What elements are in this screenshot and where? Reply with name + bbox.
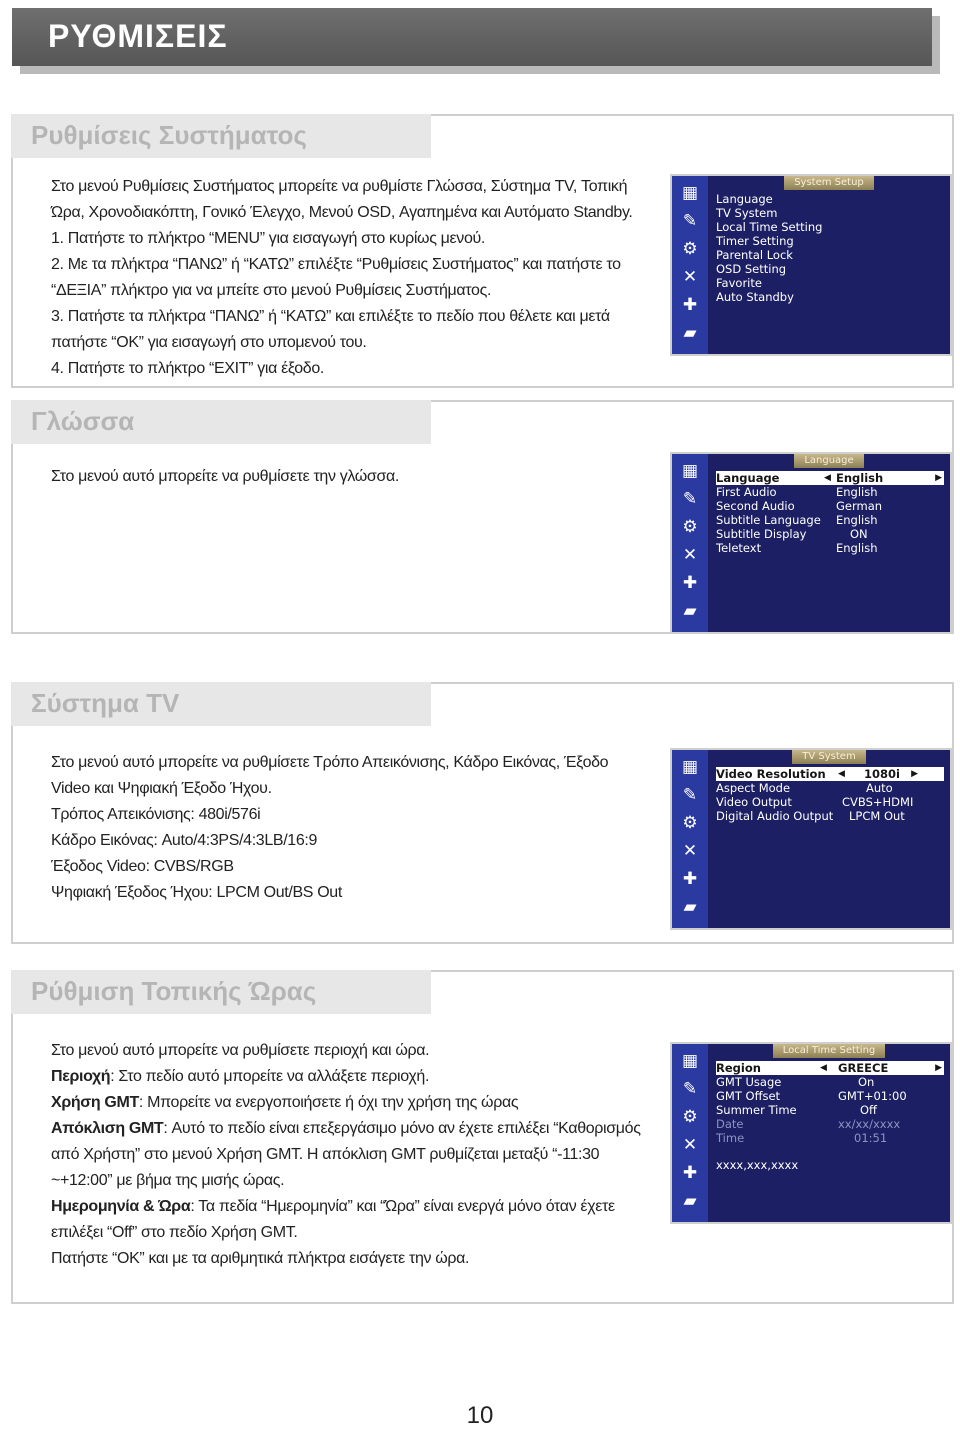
paragraph: Ψηφιακή Έξοδος Ήχου: LPCM Out/BS Out: [51, 884, 342, 901]
osd-tv-system: [670, 748, 952, 930]
osd-title: System Setup: [708, 176, 950, 190]
paragraph: Έξοδος Video: CVBS/RGB: [51, 858, 234, 875]
disc-icon: ▰: [683, 897, 697, 917]
osd-item-favorite[interactable]: Favorite: [716, 276, 762, 290]
osd-language: [670, 452, 952, 634]
section-body: [51, 750, 649, 906]
osd-sidebar: [672, 750, 708, 928]
gear-icon: ⚙: [682, 517, 698, 537]
osd-row-value: English: [836, 485, 878, 499]
osd-row-label: First Audio: [716, 485, 777, 499]
tools-icon: ✎: [682, 785, 698, 805]
gamepad-icon: ✚: [682, 573, 698, 593]
osd-row-value: GMT+01:00: [838, 1089, 907, 1103]
paragraph: 1. Πατήστε το πλήκτρο “MENU” για εισαγωγή στο κυρίως μενού.: [51, 230, 485, 247]
osd-item-local-time[interactable]: Local Time Setting: [716, 220, 823, 234]
disc-icon: ▰: [683, 323, 697, 343]
osd-row-label: Language: [716, 471, 780, 485]
osd-row-label: Date: [716, 1117, 744, 1131]
osd-system-setup: [670, 174, 952, 356]
paragraph: Στο μενού αυτό μπορείτε να ρυθμίσετε περιοχή και ώρα.: [51, 1042, 430, 1059]
osd-row-value: English: [836, 541, 878, 555]
osd-footer-text: xxxx,xxx,xxxx: [716, 1158, 799, 1172]
osd-row-language[interactable]: [716, 471, 944, 485]
arrow-left-icon[interactable]: ◀: [824, 473, 831, 483]
page-number: 10: [466, 1402, 494, 1429]
osd-row-label: Subtitle Display: [716, 527, 807, 541]
osd-row-time: [716, 1131, 944, 1145]
osd-row-aspect-mode[interactable]: [716, 781, 944, 795]
osd-row-value: CVBS+HDMI: [842, 795, 914, 809]
arrow-left-icon[interactable]: ◀: [820, 1063, 827, 1073]
picture-icon: ▦: [681, 461, 699, 481]
osd-row-teletext[interactable]: [716, 541, 944, 555]
osd-row-video-output[interactable]: [716, 795, 944, 809]
section-local-time: [11, 970, 954, 1304]
tools-icon: ✎: [682, 489, 698, 509]
paragraph: Χρήση GMT: Μπορείτε να ενεργοποιήσετε ή όχι την χρήση της ώρας: [51, 1094, 519, 1111]
arrow-left-icon[interactable]: ◀: [838, 769, 845, 779]
paragraph: Στο μενού αυτό μπορείτε να ρυθμίσετε την γλώσσα.: [51, 468, 399, 485]
osd-item-tv-system[interactable]: TV System: [716, 206, 778, 220]
paragraph: 2. Με τα πλήκτρα “ΠΑΝΩ” ή “ΚΑΤΩ” επιλέξτε “Ρυθμίσεις Συστήματος” και πατήστε το “ΔΕΞΙΑ” πλήκτρο για να μπείτε στο μενού Ρυθμίσεις Συστήματος.: [51, 256, 621, 299]
lock-icon: ✕: [682, 545, 698, 565]
osd-local-time: [670, 1042, 952, 1224]
osd-row-label: GMT Usage: [716, 1075, 782, 1089]
gamepad-icon: ✚: [682, 1163, 698, 1183]
osd-item-auto-standby[interactable]: Auto Standby: [716, 290, 794, 304]
lock-icon: ✕: [682, 841, 698, 861]
osd-row-video-resolution[interactable]: [716, 767, 944, 781]
osd-row-subtitle-display[interactable]: [716, 527, 944, 541]
paragraph: Στο μενού αυτό μπορείτε να ρυθμίσετε Τρόπο Απεικόνισης, Κάδρο Εικόνας, Έξοδο Video και Ψηφιακή Έξοδο Ήχου.: [51, 754, 609, 797]
osd-row-label: Subtitle Language: [716, 513, 821, 527]
osd-row-region[interactable]: [716, 1061, 944, 1075]
section-tv-system: [11, 682, 954, 944]
page-title: ΡΥΘΜΙΣΕΙΣ: [48, 18, 228, 54]
arrow-right-icon[interactable]: ▶: [935, 1063, 942, 1073]
section-title: Ρυθμίσεις Συστήματος: [31, 120, 307, 150]
section-body: [51, 464, 649, 490]
osd-item-osd-setting[interactable]: OSD Setting: [716, 262, 787, 276]
section-system-settings: [11, 114, 954, 388]
gear-icon: ⚙: [682, 1107, 698, 1127]
osd-row-value: 01:51: [854, 1131, 888, 1145]
section-title: Σύστημα TV: [31, 688, 180, 718]
osd-sidebar: [672, 1044, 708, 1222]
osd-row-label: Video Resolution: [716, 767, 826, 781]
section-body: [51, 1038, 649, 1272]
paragraph: Τρόπος Απεικόνισης: 480i/576i: [51, 806, 261, 823]
tools-icon: ✎: [682, 211, 698, 231]
osd-row-label: Aspect Mode: [716, 781, 791, 795]
osd-row-digital-audio-output[interactable]: [716, 809, 944, 823]
osd-item-timer[interactable]: Timer Setting: [716, 234, 794, 248]
osd-row-date: [716, 1117, 944, 1131]
tools-icon: ✎: [682, 1079, 698, 1099]
picture-icon: ▦: [681, 1051, 699, 1071]
osd-row-value: GREECE: [838, 1061, 889, 1075]
picture-icon: ▦: [681, 183, 699, 203]
disc-icon: ▰: [683, 601, 697, 621]
osd-row-label: Teletext: [716, 541, 762, 555]
osd-row-value: English: [836, 471, 884, 485]
disc-icon: ▰: [683, 1191, 697, 1211]
paragraph: Πατήστε “OK” και με τα αριθμητικά πλήκτρα εισάγετε την ώρα.: [51, 1250, 470, 1267]
osd-row-value: ON: [850, 527, 868, 541]
osd-row-first-audio[interactable]: [716, 485, 944, 499]
osd-row-gmt-usage[interactable]: [716, 1075, 944, 1089]
arrow-right-icon[interactable]: ▶: [911, 769, 918, 779]
osd-sidebar: [672, 176, 708, 354]
osd-row-value: English: [836, 513, 878, 527]
osd-row-label: Region: [716, 1061, 761, 1075]
section-tab: [11, 682, 431, 726]
paragraph: Απόκλιση GMT: Αυτό το πεδίο είναι επεξεργάσιμο μόνο αν έχετε επιλέξει “Καθορισμός από Χρήστη” στο μενού Χρήση GMT. Η απόκλιση GMT ρυθμίζεται μεταξύ “-11:30 ~+12:00” με βήμα της μισής ώρας.: [51, 1120, 641, 1189]
gamepad-icon: ✚: [682, 295, 698, 315]
osd-row-value: Auto: [866, 781, 893, 795]
arrow-right-icon[interactable]: ▶: [935, 473, 942, 483]
osd-row-value: LPCM Out: [849, 809, 905, 823]
section-tab: [11, 114, 431, 158]
lock-icon: ✕: [682, 1135, 698, 1155]
picture-icon: ▦: [681, 757, 699, 777]
osd-row-label: Video Output: [716, 795, 792, 809]
osd-row-value: On: [858, 1075, 875, 1089]
osd-row-subtitle-language[interactable]: [716, 513, 944, 527]
paragraph: Ημερομηνία & Ώρα: Τα πεδία “Ημερομηνία” και “Ώρα” είναι ενεργά μόνο όταν έχετε επιλέξει “Off” στο πεδίο Χρήση GMT.: [51, 1198, 615, 1241]
gear-icon: ⚙: [682, 813, 698, 833]
osd-row-label: Time: [716, 1131, 745, 1145]
osd-title: Language: [708, 454, 950, 468]
paragraph: Περιοχή: Στο πεδίο αυτό μπορείτε να αλλάξετε περιοχή.: [51, 1068, 430, 1085]
osd-row-label: Summer Time: [716, 1103, 797, 1117]
osd-item-parental-lock[interactable]: Parental Lock: [716, 248, 793, 262]
paragraph: 4. Πατήστε το πλήκτρο “EXIT” για έξοδο.: [51, 360, 325, 377]
osd-row-label: Digital Audio Output: [716, 809, 834, 823]
osd-row-gmt-offset[interactable]: [716, 1089, 944, 1103]
osd-row-value: Off: [860, 1103, 877, 1117]
section-body: [51, 174, 649, 382]
header-banner: [12, 8, 932, 66]
osd-row-label: GMT Offset: [716, 1089, 781, 1103]
paragraph: Στο μενού Ρυθμίσεις Συστήματος μπορείτε να ρυθμίστε Γλώσσα, Σύστημα TV, Τοπική Ώρα, Χρονοδιακόπτη, Γονικό Έλεγχο, Μενού OSD, Αγαπημένα και Αυτόματο Standby.: [51, 178, 633, 221]
section-tab: [11, 400, 431, 444]
osd-row-value: German: [836, 499, 883, 513]
osd-sidebar: [672, 454, 708, 632]
osd-title: Local Time Setting: [708, 1044, 950, 1058]
osd-row-value: 1080i: [864, 767, 900, 781]
osd-row-value: xx/xx/xxxx: [838, 1117, 901, 1131]
osd-row-label: Second Audio: [716, 499, 795, 513]
section-title: Ρύθμιση Τοπικής Ώρας: [31, 976, 317, 1006]
paragraph: Κάδρο Εικόνας: Auto/4:3PS/4:3LB/16:9: [51, 832, 318, 849]
section-tab: [11, 970, 431, 1014]
lock-icon: ✕: [682, 267, 698, 287]
osd-row-second-audio[interactable]: [716, 499, 944, 513]
osd-item-language[interactable]: Language: [716, 192, 773, 206]
gamepad-icon: ✚: [682, 869, 698, 889]
section-language: [11, 400, 954, 634]
section-title: Γλώσσα: [31, 406, 135, 436]
paragraph: 3. Πατήστε τα πλήκτρα “ΠΑΝΩ” ή “ΚΑΤΩ” και επιλέξτε το πεδίο που θέλετε και μετά πατήστε “ΟΚ” για εισαγωγή στο υπομενού του.: [51, 308, 610, 351]
gear-icon: ⚙: [682, 239, 698, 259]
osd-row-summer-time[interactable]: [716, 1103, 944, 1117]
osd-title: TV System: [708, 750, 950, 764]
